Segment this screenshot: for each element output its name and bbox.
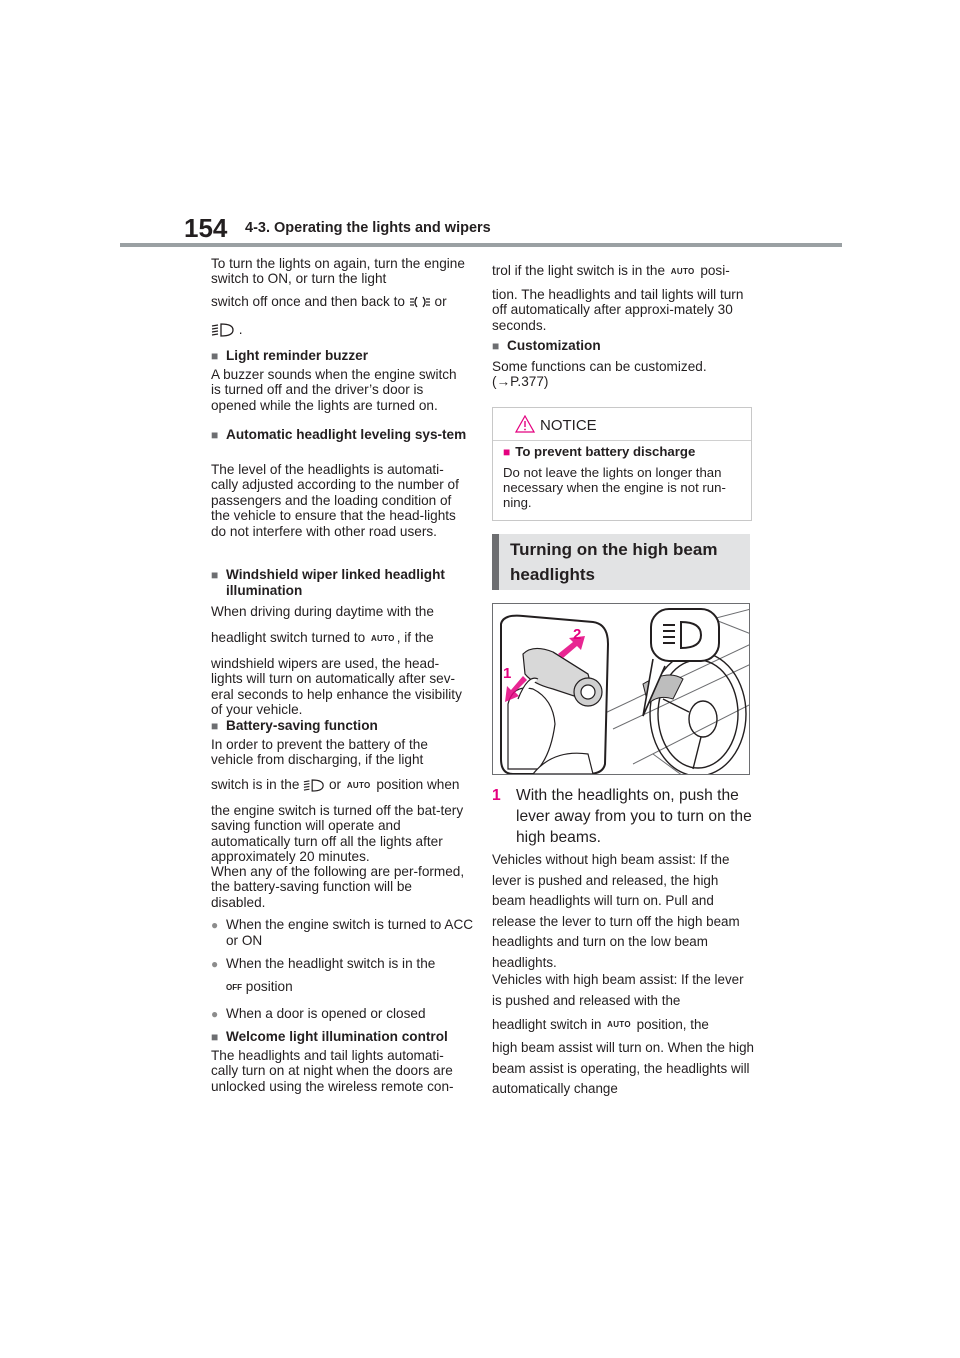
lever-illustration	[492, 603, 750, 775]
continued-text-b: tion. The headlights and tail lights will turn off automatically after approxi-mately 30 seconds.	[492, 287, 744, 333]
wiper-text-c: windshield wipers are used, the head-lights will turn on automatically after sev-eral seconds to help enhance the visibility of your vehicle.	[211, 656, 462, 718]
notice-text: Do not leave the lights on longer than necessary when the engine is not run-ning.	[503, 465, 726, 511]
welcome-text: The headlights and tail lights automati-cally turn on at night when the doors are unlocked using the wireless remote con-	[211, 1048, 454, 1094]
step-detail-2	[492, 970, 754, 1100]
battery-text-b: switch is in the or AUTO position when	[211, 777, 460, 792]
customization-link[interactable]: (→P.377)	[492, 374, 549, 389]
wiper-text-b: headlight switch turned to AUTO , if the	[211, 630, 434, 645]
notice-header	[493, 408, 751, 441]
intro-text-b: switch off once and then back to or	[211, 294, 447, 309]
welcome-heading: ■ Welcome light illumination control	[211, 1029, 484, 1045]
battery-text-c: the engine switch is turned off the bat-tery saving function will operate and automatically turn off all the lights after approximately 20 minutes.	[211, 803, 464, 865]
warning-triangle-icon	[515, 415, 535, 433]
bullet-item: ● When the headlight switch is in the	[211, 956, 484, 972]
step-text: With the headlights on, push the lever away from you to turn on the high beams.	[516, 787, 752, 846]
buzzer-heading: ■ Light reminder buzzer	[211, 348, 484, 364]
auto-icon: AUTO	[670, 266, 695, 276]
step-number: 1	[492, 787, 501, 804]
auto-icon: AUTO	[346, 780, 371, 790]
paragraph-inline: headlight switch in AUTO position, the	[492, 1015, 754, 1036]
buzzer-text: A buzzer sounds when the engine switch is turned off and the driver’s door is opened while the lights are turned on.	[211, 367, 457, 413]
auto-icon: AUTO	[370, 633, 395, 643]
notice-title: NOTICE	[540, 417, 597, 434]
page-number: 154	[184, 213, 228, 243]
section-heading-text: Turning on the high beam headlights	[510, 540, 718, 584]
paragraph: Vehicles without high beam assist: If the lever is pushed and released, the high beam headlights will turn on. Pull and release the lever to turn off the high beam headlights and turn on the low beam headlights.	[492, 852, 740, 970]
bullet-item: ● When the engine switch is turned to ACC or ON	[211, 917, 484, 949]
section-heading	[492, 534, 750, 590]
auto-icon: AUTO	[607, 1020, 631, 1030]
header-divider	[120, 243, 842, 247]
notice-subheading: ■ To prevent battery discharge	[503, 444, 743, 459]
bullet-item-cont: OFF position	[226, 979, 293, 994]
figure-label-1: 1	[503, 665, 512, 682]
battery-text-a: In order to prevent the battery of the vehicle from discharging, if the light	[211, 737, 428, 768]
paragraph: Vehicles with high beam assist: If the lever is pushed and released with the	[492, 972, 744, 1008]
customization-text: Some functions can be customized.	[492, 359, 707, 374]
battery-text-d: When any of the following are per-formed, the battery-saving function will be disabled.	[211, 864, 465, 910]
paragraph: high beam assist will turn on. When the high beam assist is operating, the headlights will automatically change	[492, 1039, 755, 1097]
continued-text-a: trol if the light switch is in the AUTO posi-	[492, 263, 730, 278]
intro-text-a: To turn the lights on again, turn the engine switch to ON, or turn the light	[211, 256, 465, 287]
wiper-heading: ■ Windshield wiper linked headlight illumination	[211, 567, 484, 599]
notice-box	[492, 407, 752, 521]
leveling-text: The level of the headlights is automati-cally adjusted according to the number of passengers and the loading condition of the vehicle to ensure that the head-lights do not interfere with other road users.	[211, 462, 459, 539]
section-title: 4-3. Operating the lights and wipers	[245, 220, 491, 236]
battery-heading: ■ Battery-saving function	[211, 718, 484, 734]
leveling-heading: ■ Automatic headlight leveling sys-tem	[211, 427, 484, 443]
wiper-text-a: When driving during daytime with the	[211, 604, 434, 619]
lever-illustration-drawing	[493, 604, 750, 775]
customization-heading: ■ Customization	[492, 338, 769, 354]
headlight-icon	[303, 778, 325, 793]
headlight-icon	[211, 322, 235, 338]
intro-text-c: .	[211, 322, 469, 338]
step-detail-1	[492, 850, 754, 974]
bullet-item: ● When a door is opened or closed	[211, 1006, 484, 1022]
figure-label-2: 2	[573, 626, 582, 643]
off-icon: OFF	[226, 982, 242, 992]
tail-light-icon	[409, 295, 431, 309]
